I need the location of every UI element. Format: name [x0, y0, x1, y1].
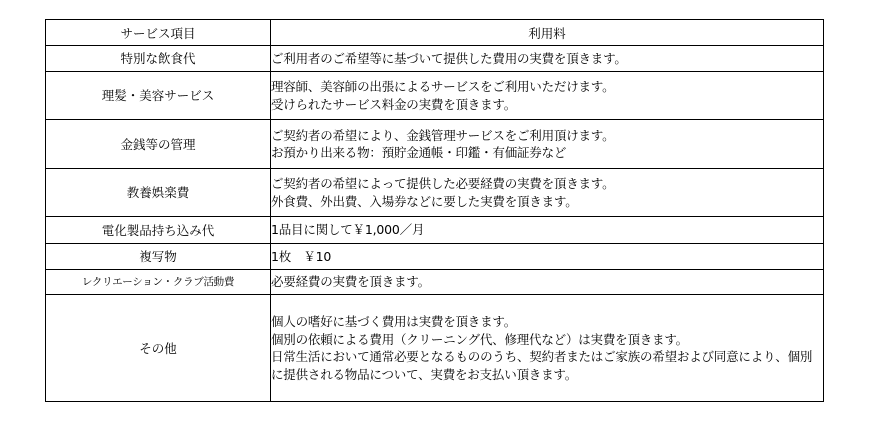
fee-text: ご利用者のご希望等に基づいて提供した費用の実費を頂きます。 — [271, 50, 627, 66]
header-service-item: サービス項目 — [46, 20, 271, 46]
fee-text: 1枚 ￥10 — [271, 248, 332, 264]
fee-cell — [271, 46, 824, 72]
fee-text: 個別の依頼による費用（クリーニング代、修理代など）は実費を頂きます。 — [271, 331, 688, 347]
service-item-cell: 電化製品持ち込み代 — [46, 217, 271, 244]
fee-cell — [271, 120, 824, 169]
table-row — [46, 169, 824, 217]
fee-cell — [271, 295, 824, 402]
table-row — [46, 244, 824, 270]
table-row — [46, 295, 824, 402]
header-fee: 利用料 — [271, 20, 824, 46]
fee-cell — [271, 244, 824, 270]
fee-text: 理容師、美容師の出張によるサービスをご利用いただけます。 — [271, 79, 615, 94]
service-item-cell: 複写物 — [46, 244, 271, 270]
service-item-cell: 特別な飲食代 — [46, 46, 271, 72]
fee-cell — [271, 217, 824, 244]
service-item-cell: 教養娯楽費 — [46, 169, 271, 217]
table-row — [46, 46, 824, 72]
table-header-row — [46, 20, 824, 46]
fee-text: 個人の嗜好に基づく費用は実費を頂きます。 — [271, 314, 517, 329]
table-row — [46, 270, 824, 295]
service-item-cell: 金銭等の管理 — [46, 120, 271, 169]
fee-cell — [271, 169, 824, 217]
fee-cell — [271, 270, 824, 295]
service-item-cell: 理髪・美容サービス — [46, 72, 271, 120]
service-item-cell: その他 — [46, 295, 271, 402]
fee-text: 日常生活において通常必要となるもののうち、契約者またはご家族の希望および同意により、個別に提供される物品について、実費をお支払い頂きます。 — [271, 349, 813, 382]
fee-text: お預かり出来る物：預貯金通帳・印鑑・有価証券など — [271, 145, 567, 160]
fee-text: 外食費、外出費、入場券などに要した実費を頂きます。 — [271, 193, 578, 209]
fee-text: 受けられたサービス料金の実費を頂きます。 — [271, 96, 517, 112]
fee-text: ご契約者の希望によって提供した必要経費の実費を頂きます。 — [271, 176, 615, 191]
service-fee-table — [45, 19, 824, 402]
table-row — [46, 120, 824, 169]
fee-text: ご契約者の希望により、金銭管理サービスをご利用頂けます。 — [271, 127, 615, 143]
service-item-cell: レクリエーション・クラブ活動費 — [46, 270, 271, 295]
fee-text: 1品目に関して￥1,000／月 — [271, 222, 425, 238]
table-row — [46, 72, 824, 120]
table-row — [46, 217, 824, 244]
fee-text: 必要経費の実費を頂きます。 — [271, 274, 430, 290]
fee-cell — [271, 72, 824, 120]
